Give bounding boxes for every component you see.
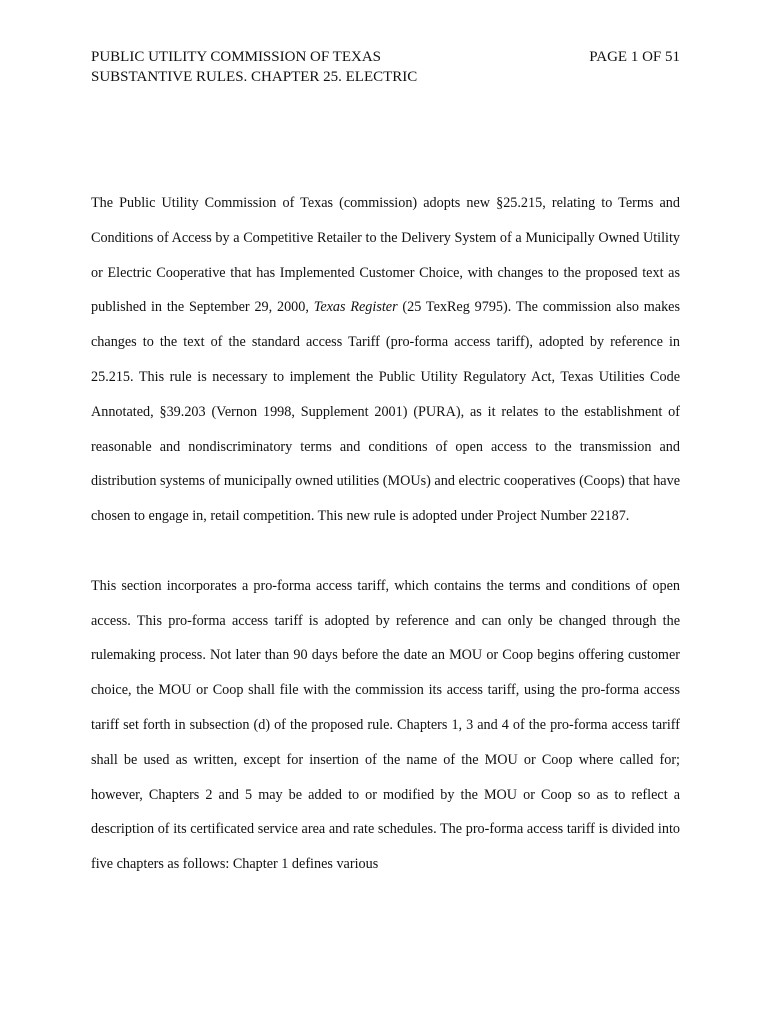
page-header — [91, 47, 680, 87]
paragraph-1-text-a: The Public Utility Commission of Texas (commission) adopts new §25.215, relating to Terms and Conditions of Access by a Competitive Retailer to the Delivery System of a Municipally Owned Utility or Electric Cooperative that has Implemented Customer Choice, with changes to the proposed text as published in the September 29, 2000, — [91, 195, 680, 316]
header-row-2 — [91, 67, 680, 87]
paragraph-1 — [91, 186, 680, 534]
publication-title: Texas Register — [313, 299, 398, 316]
page-number: PAGE 1 OF 51 — [589, 49, 680, 65]
chapter-title: SUBSTANTIVE RULES. CHAPTER 25. ELECTRIC — [91, 69, 418, 85]
paragraph-2: This section incorporates a pro-forma access tariff, which contains the terms and conditions of open access. This pro-forma access tariff is adopted by reference and can only be changed through the rulemaking process. Not later than 90 days before the date an MOU or Coop begins offering customer choice, the MOU or Coop shall file with the commission its access tariff, using the pro-forma access tariff set forth in subsection (d) of the proposed rule. Chapters 1, 3 and 4 of the pro-forma access tariff shall be used as written, except for insertion of the name of the MOU or Coop where called for; however, Chapters 2 and 5 may be added to or modified by the MOU or Coop so as to reflect a description of its certificated service area and rate schedules. The pro-forma access tariff is divided into five chapters as follows: Chapter 1 defines various — [91, 577, 680, 873]
paragraph-1-text-b: (25 TexReg 9795). The commission also makes changes to the text of the standard access Tariff (pro-forma access tariff), adopted by reference in 25.215. This rule is necessary to implement the Public Utility Regulatory Act, Texas Utilities Code Annotated, §39.203 (Vernon 1998, Supplement 2001) (PURA), as it relates to the establishment of reasonable and nondiscriminatory terms and conditions of open access to the transmission and distribution systems of municipally owned utilities (MOUs) and electric cooperatives (Coops) that have chosen to engage in, retail competition. This new rule is adopted under Project Number 22187. — [91, 299, 680, 525]
document-body — [91, 186, 680, 882]
agency-title: PUBLIC UTILITY COMMISSION OF TEXAS — [91, 49, 382, 65]
header-row-1 — [91, 47, 680, 67]
